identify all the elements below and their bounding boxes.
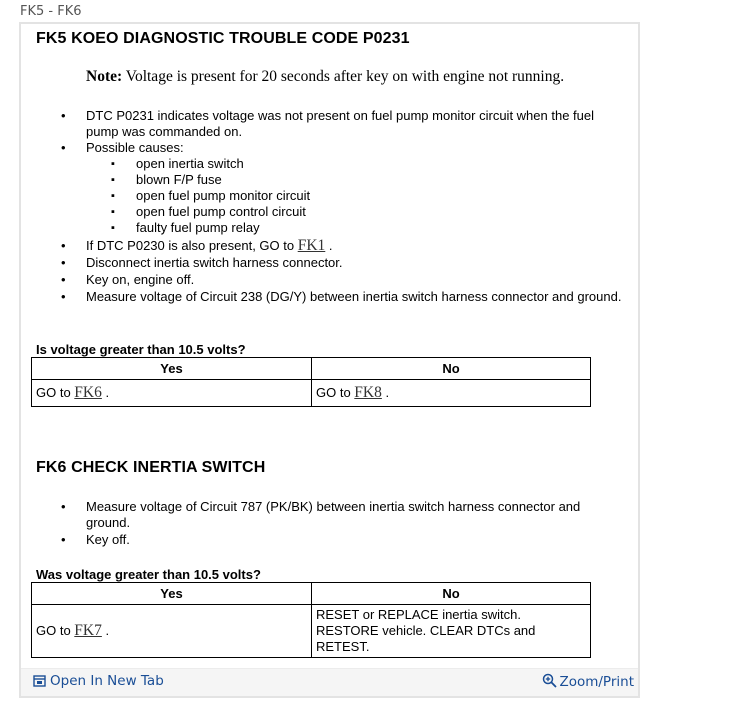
document-footer <box>21 668 638 696</box>
step-text: If DTC P0230 is also present, GO to <box>86 238 298 253</box>
cell-text-suffix: . <box>101 385 110 400</box>
link-fk8[interactable]: FK8 <box>354 384 382 401</box>
cause-item: ▪ open fuel pump control circuit <box>86 204 626 220</box>
note-text: Voltage is present for 20 seconds after key on with engine not running. <box>122 68 565 85</box>
yes-header: Yes <box>32 358 312 380</box>
possible-causes-label: Possible causes: <box>86 140 184 155</box>
cause-item: ▪ open inertia switch <box>86 156 626 172</box>
document-frame <box>19 22 640 698</box>
zoom-print-link[interactable] <box>542 673 634 690</box>
list-item: • DTC P0231 indicates voltage was not present on fuel pump monitor circuit when the fuel pump was commanded on. <box>36 108 626 140</box>
cell-text: GO to <box>36 623 75 638</box>
cause-item: ▪ blown F/P fuse <box>86 172 626 188</box>
no-header: No <box>312 583 591 605</box>
list-item: • Key off. <box>36 532 626 548</box>
fk6-question: Was voltage greater than 10.5 volts? <box>36 567 261 582</box>
no-cell: RESET or REPLACE inertia switch. RESTORE vehicle. CLEAR DTCs and RETEST. <box>312 605 591 658</box>
list-item <box>36 140 626 236</box>
list-item: • Measure voltage of Circuit 787 (PK/BK) between inertia switch harness connector and ground. <box>36 499 626 531</box>
list-item <box>36 238 626 254</box>
fk5-steps <box>36 108 626 305</box>
list-item: • Key on, engine off. <box>36 272 626 288</box>
fk5-answer-table <box>31 357 591 407</box>
step-text-suffix: . <box>325 238 333 253</box>
fk6-steps <box>36 499 626 548</box>
cell-text: GO to <box>36 385 75 400</box>
cell-text-suffix: . <box>381 385 390 400</box>
fk6-answer-table <box>31 582 591 658</box>
zoom-in-icon <box>542 673 557 688</box>
cause-item: ▪ open fuel pump monitor circuit <box>86 188 626 204</box>
no-cell <box>312 380 591 407</box>
yes-cell <box>32 605 312 658</box>
open-in-new-tab-label: Open In New Tab <box>50 673 164 689</box>
list-item: • Measure voltage of Circuit 238 (DG/Y) between inertia switch harness connector and ground. <box>36 289 626 305</box>
yes-cell <box>32 380 312 407</box>
zoom-print-label: Zoom/Print <box>559 674 634 690</box>
list-item: • Disconnect inertia switch harness connector. <box>36 255 626 271</box>
link-fk1[interactable]: FK1 <box>297 237 326 254</box>
cell-text-suffix: . <box>101 623 110 638</box>
section-title-fk5: FK5 KOEO DIAGNOSTIC TROUBLE CODE P0231 <box>36 30 410 47</box>
link-fk6[interactable]: FK6 <box>74 384 102 401</box>
new-tab-icon <box>33 675 46 687</box>
open-in-new-tab-link[interactable] <box>33 673 164 689</box>
breadcrumb: FK5 - FK6 <box>20 4 82 19</box>
section-title-fk6: FK6 CHECK INERTIA SWITCH <box>36 459 266 476</box>
causes-list <box>86 156 626 236</box>
yes-header: Yes <box>32 583 312 605</box>
note <box>86 68 564 86</box>
cause-item: ▪ faulty fuel pump relay <box>86 220 626 236</box>
link-fk7[interactable]: FK7 <box>74 622 102 639</box>
no-header: No <box>312 358 591 380</box>
note-label: Note: <box>86 68 123 85</box>
fk5-question: Is voltage greater than 10.5 volts? <box>36 342 246 357</box>
cell-text: GO to <box>316 385 355 400</box>
